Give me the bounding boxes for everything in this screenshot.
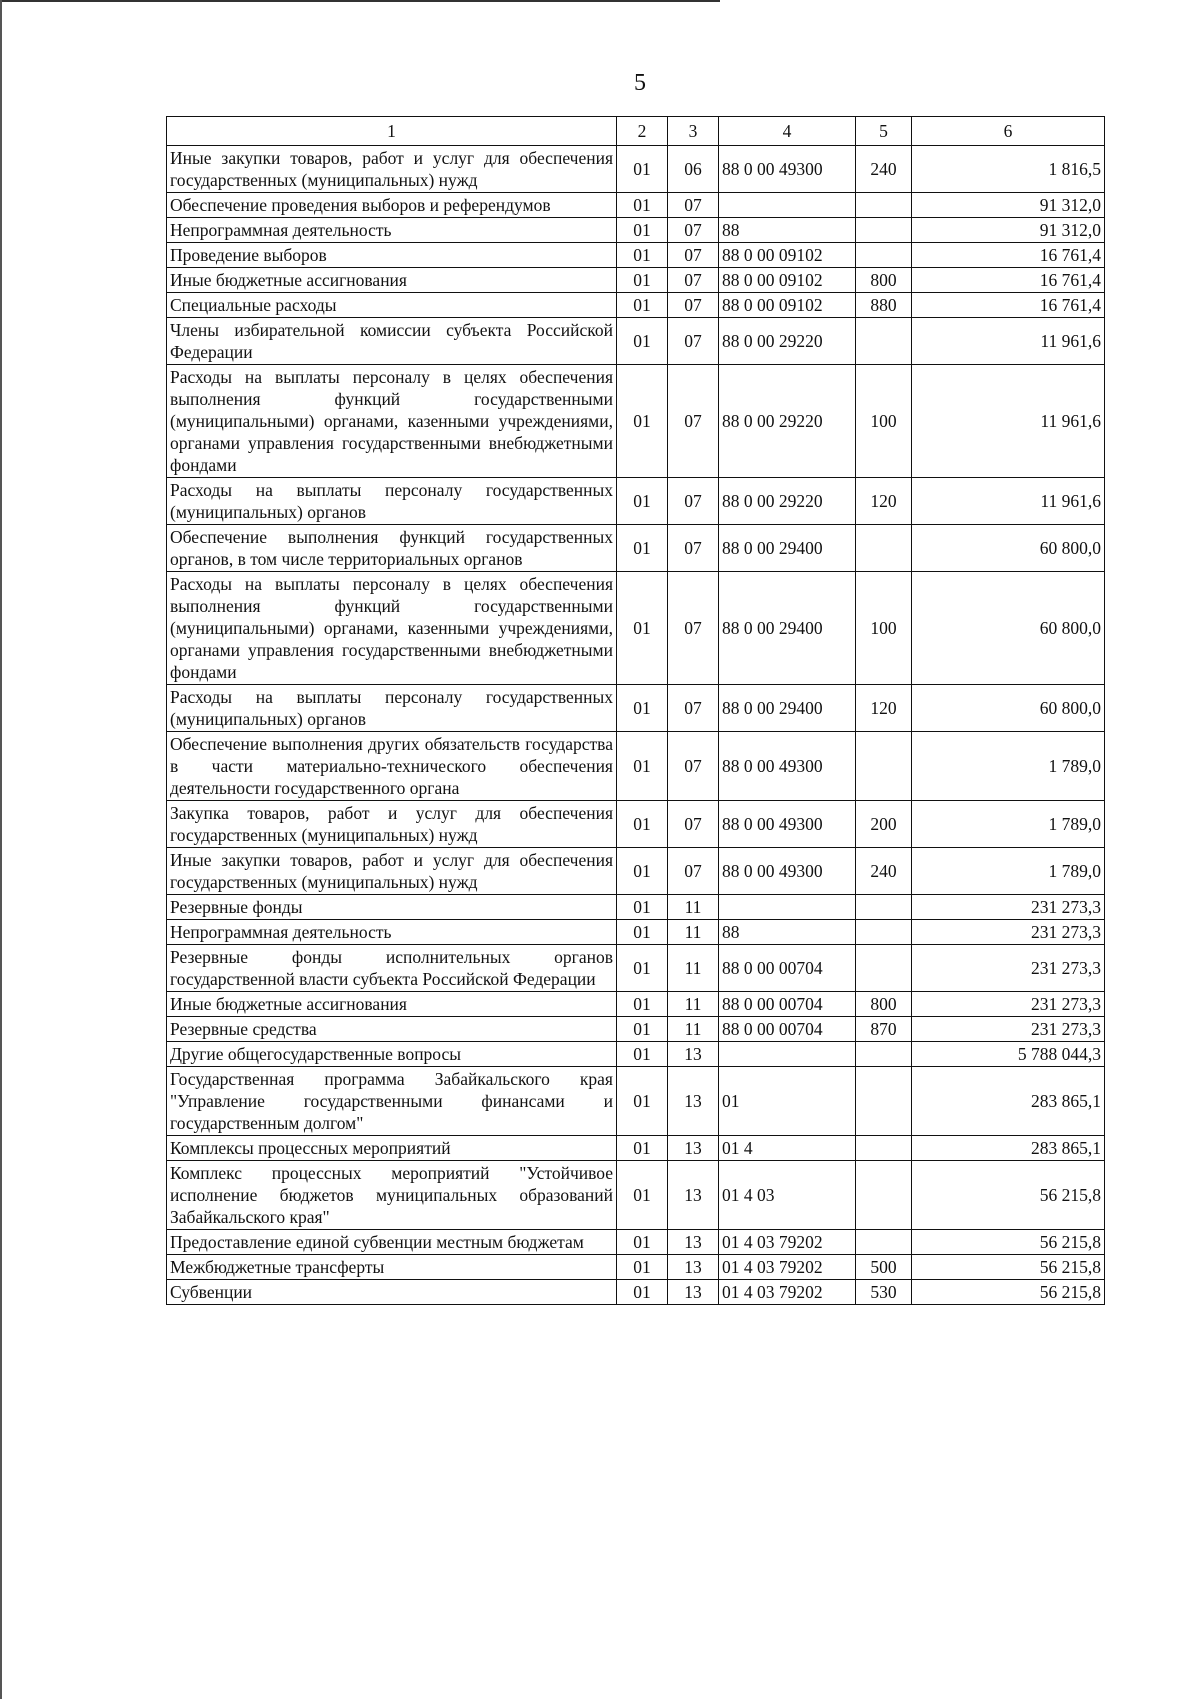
cell-name: Обеспечение проведения выборов и референдумов (167, 193, 617, 218)
cell-amount: 91 312,0 (912, 218, 1105, 243)
table-row (167, 365, 1105, 478)
cell-amount: 231 273,3 (912, 992, 1105, 1017)
table-row (167, 268, 1105, 293)
cell-section: 01 (617, 318, 668, 365)
table-row (167, 243, 1105, 268)
cell-target-article (719, 1042, 856, 1067)
table-row (167, 1017, 1105, 1042)
cell-section: 01 (617, 1161, 668, 1230)
cell-name: Иные закупки товаров, работ и услуг для обеспечения государственных (муниципальных) нужд (167, 848, 617, 895)
scan-edge-left (0, 0, 2, 1699)
cell-section: 01 (617, 1067, 668, 1136)
cell-subsection: 07 (668, 193, 719, 218)
cell-section: 01 (617, 1230, 668, 1255)
table-row (167, 146, 1105, 193)
cell-subsection: 07 (668, 365, 719, 478)
cell-target-article: 88 0 00 09102 (719, 243, 856, 268)
cell-target-article: 88 0 00 49300 (719, 801, 856, 848)
cell-expense-type: 880 (856, 293, 912, 318)
cell-target-article: 88 0 00 09102 (719, 293, 856, 318)
cell-expense-type (856, 732, 912, 801)
cell-expense-type (856, 945, 912, 992)
cell-target-article: 88 0 00 29400 (719, 525, 856, 572)
table-row (167, 525, 1105, 572)
cell-section: 01 (617, 945, 668, 992)
cell-expense-type (856, 1042, 912, 1067)
cell-subsection: 07 (668, 685, 719, 732)
cell-section: 01 (617, 685, 668, 732)
cell-subsection: 11 (668, 1017, 719, 1042)
cell-target-article (719, 895, 856, 920)
cell-amount: 1 789,0 (912, 848, 1105, 895)
cell-target-article: 01 4 (719, 1136, 856, 1161)
cell-name: Межбюджетные трансферты (167, 1255, 617, 1280)
cell-subsection: 07 (668, 525, 719, 572)
cell-target-article: 88 0 00 00704 (719, 1017, 856, 1042)
table-row (167, 318, 1105, 365)
cell-expense-type (856, 1230, 912, 1255)
cell-amount: 231 273,3 (912, 945, 1105, 992)
table-row (167, 992, 1105, 1017)
cell-name: Проведение выборов (167, 243, 617, 268)
cell-section: 01 (617, 895, 668, 920)
cell-target-article: 01 4 03 79202 (719, 1230, 856, 1255)
table-row (167, 732, 1105, 801)
cell-expense-type: 100 (856, 365, 912, 478)
page-number: 5 (634, 70, 646, 96)
cell-subsection: 13 (668, 1230, 719, 1255)
cell-expense-type (856, 193, 912, 218)
cell-name: Комплексы процессных мероприятий (167, 1136, 617, 1161)
cell-subsection: 13 (668, 1161, 719, 1230)
table-header (167, 117, 1105, 146)
cell-section: 01 (617, 365, 668, 478)
scan-edge-top (0, 0, 720, 2)
cell-subsection: 13 (668, 1255, 719, 1280)
cell-subsection: 07 (668, 293, 719, 318)
header-col-4: 4 (719, 117, 856, 146)
table-row (167, 1230, 1105, 1255)
cell-amount: 60 800,0 (912, 572, 1105, 685)
cell-name: Резервные средства (167, 1017, 617, 1042)
cell-expense-type (856, 218, 912, 243)
cell-subsection: 11 (668, 895, 719, 920)
cell-subsection: 07 (668, 848, 719, 895)
table-row (167, 572, 1105, 685)
cell-subsection: 11 (668, 992, 719, 1017)
cell-amount: 56 215,8 (912, 1230, 1105, 1255)
cell-expense-type: 500 (856, 1255, 912, 1280)
cell-name: Закупка товаров, работ и услуг для обеспечения государственных (муниципальных) нужд (167, 801, 617, 848)
cell-amount: 60 800,0 (912, 525, 1105, 572)
cell-section: 01 (617, 243, 668, 268)
cell-name: Члены избирательной комиссии субъекта Российской Федерации (167, 318, 617, 365)
cell-name: Расходы на выплаты персоналу в целях обеспечения выполнения функций государственными (муниципальными) органами, казенными учреждениями, органами управления государственными внебюджетными фондами (167, 365, 617, 478)
cell-target-article: 88 (719, 920, 856, 945)
cell-expense-type: 240 (856, 146, 912, 193)
cell-subsection: 07 (668, 243, 719, 268)
cell-section: 01 (617, 920, 668, 945)
table-row (167, 848, 1105, 895)
header-col-5: 5 (856, 117, 912, 146)
cell-subsection: 07 (668, 268, 719, 293)
cell-target-article: 88 0 00 29220 (719, 478, 856, 525)
cell-expense-type (856, 1161, 912, 1230)
cell-amount: 16 761,4 (912, 268, 1105, 293)
cell-name: Расходы на выплаты персоналу государственных (муниципальных) органов (167, 685, 617, 732)
table-row (167, 1136, 1105, 1161)
cell-target-article: 88 0 00 09102 (719, 268, 856, 293)
cell-subsection: 07 (668, 218, 719, 243)
table-row (167, 1042, 1105, 1067)
cell-target-article: 88 0 00 29220 (719, 365, 856, 478)
cell-amount: 11 961,6 (912, 365, 1105, 478)
cell-expense-type: 800 (856, 268, 912, 293)
cell-amount: 11 961,6 (912, 318, 1105, 365)
cell-section: 01 (617, 1136, 668, 1161)
table-row (167, 801, 1105, 848)
cell-subsection: 13 (668, 1042, 719, 1067)
cell-section: 01 (617, 1042, 668, 1067)
cell-amount: 5 788 044,3 (912, 1042, 1105, 1067)
cell-expense-type: 200 (856, 801, 912, 848)
cell-name: Предоставление единой субвенции местным бюджетам (167, 1230, 617, 1255)
cell-section: 01 (617, 268, 668, 293)
cell-name: Непрограммная деятельность (167, 218, 617, 243)
cell-expense-type: 240 (856, 848, 912, 895)
cell-section: 01 (617, 732, 668, 801)
cell-target-article: 88 0 00 49300 (719, 848, 856, 895)
cell-section: 01 (617, 218, 668, 243)
cell-section: 01 (617, 293, 668, 318)
cell-target-article (719, 193, 856, 218)
cell-section: 01 (617, 1017, 668, 1042)
cell-name: Иные бюджетные ассигнования (167, 268, 617, 293)
cell-section: 01 (617, 478, 668, 525)
table-row (167, 945, 1105, 992)
budget-table (166, 116, 1105, 1305)
cell-amount: 56 215,8 (912, 1255, 1105, 1280)
cell-amount: 231 273,3 (912, 920, 1105, 945)
cell-expense-type: 120 (856, 478, 912, 525)
cell-target-article: 01 4 03 79202 (719, 1280, 856, 1305)
cell-name: Субвенции (167, 1280, 617, 1305)
cell-name: Резервные фонды исполнительных органов государственной власти субъекта Российской Федерации (167, 945, 617, 992)
cell-name: Расходы на выплаты персоналу в целях обеспечения выполнения функций государственными (муниципальными) органами, казенными учреждениями, органами управления государственными внебюджетными фондами (167, 572, 617, 685)
cell-amount: 1 789,0 (912, 801, 1105, 848)
cell-amount: 16 761,4 (912, 243, 1105, 268)
cell-section: 01 (617, 572, 668, 685)
cell-expense-type (856, 525, 912, 572)
cell-target-article: 88 0 00 00704 (719, 945, 856, 992)
cell-expense-type (856, 895, 912, 920)
cell-subsection: 11 (668, 945, 719, 992)
cell-target-article: 88 (719, 218, 856, 243)
cell-section: 01 (617, 1280, 668, 1305)
cell-amount: 16 761,4 (912, 293, 1105, 318)
cell-expense-type (856, 243, 912, 268)
cell-name: Непрограммная деятельность (167, 920, 617, 945)
cell-name: Иные бюджетные ассигнования (167, 992, 617, 1017)
cell-section: 01 (617, 1255, 668, 1280)
cell-amount: 91 312,0 (912, 193, 1105, 218)
cell-target-article: 01 4 03 (719, 1161, 856, 1230)
cell-expense-type: 120 (856, 685, 912, 732)
cell-section: 01 (617, 848, 668, 895)
cell-subsection: 07 (668, 732, 719, 801)
cell-subsection: 07 (668, 478, 719, 525)
cell-amount: 56 215,8 (912, 1161, 1105, 1230)
cell-section: 01 (617, 193, 668, 218)
cell-target-article: 88 0 00 29400 (719, 572, 856, 685)
cell-section: 01 (617, 146, 668, 193)
cell-expense-type (856, 920, 912, 945)
cell-amount: 11 961,6 (912, 478, 1105, 525)
cell-amount: 283 865,1 (912, 1136, 1105, 1161)
cell-amount: 56 215,8 (912, 1280, 1105, 1305)
cell-target-article: 88 0 00 49300 (719, 732, 856, 801)
cell-name: Иные закупки товаров, работ и услуг для обеспечения государственных (муниципальных) нужд (167, 146, 617, 193)
cell-name: Другие общегосударственные вопросы (167, 1042, 617, 1067)
cell-name: Расходы на выплаты персоналу государственных (муниципальных) органов (167, 478, 617, 525)
cell-target-article: 88 0 00 29400 (719, 685, 856, 732)
cell-amount: 231 273,3 (912, 895, 1105, 920)
table-row (167, 218, 1105, 243)
header-row (167, 117, 1105, 146)
cell-expense-type: 530 (856, 1280, 912, 1305)
table-row (167, 895, 1105, 920)
table-row (167, 920, 1105, 945)
header-col-1: 1 (167, 117, 617, 146)
cell-name: Государственная программа Забайкальского края "Управление государственными финансами и государственным долгом" (167, 1067, 617, 1136)
cell-name: Специальные расходы (167, 293, 617, 318)
cell-amount: 283 865,1 (912, 1067, 1105, 1136)
cell-section: 01 (617, 525, 668, 572)
table-row (167, 478, 1105, 525)
cell-target-article: 88 0 00 00704 (719, 992, 856, 1017)
table-row (167, 193, 1105, 218)
cell-amount: 1 789,0 (912, 732, 1105, 801)
header-col-6: 6 (912, 117, 1105, 146)
cell-subsection: 13 (668, 1136, 719, 1161)
cell-amount: 231 273,3 (912, 1017, 1105, 1042)
cell-subsection: 07 (668, 572, 719, 685)
cell-name: Обеспечение выполнения других обязательств государства в части материально-технического обеспечения деятельности государственного органа (167, 732, 617, 801)
cell-subsection: 11 (668, 920, 719, 945)
cell-section: 01 (617, 801, 668, 848)
cell-subsection: 07 (668, 801, 719, 848)
header-col-2: 2 (617, 117, 668, 146)
cell-subsection: 07 (668, 318, 719, 365)
cell-expense-type (856, 1136, 912, 1161)
cell-target-article: 88 0 00 29220 (719, 318, 856, 365)
table-row (167, 293, 1105, 318)
cell-expense-type (856, 1067, 912, 1136)
cell-subsection: 13 (668, 1280, 719, 1305)
table-row (167, 1067, 1105, 1136)
cell-expense-type (856, 318, 912, 365)
cell-subsection: 13 (668, 1067, 719, 1136)
cell-name: Обеспечение выполнения функций государственных органов, в том числе территориальных органов (167, 525, 617, 572)
cell-section: 01 (617, 992, 668, 1017)
table-row (167, 1161, 1105, 1230)
cell-subsection: 06 (668, 146, 719, 193)
cell-amount: 1 816,5 (912, 146, 1105, 193)
cell-name: Комплекс процессных мероприятий "Устойчивое исполнение бюджетов муниципальных образований Забайкальского края" (167, 1161, 617, 1230)
table-row (167, 685, 1105, 732)
table-row (167, 1255, 1105, 1280)
cell-expense-type: 870 (856, 1017, 912, 1042)
cell-target-article: 01 (719, 1067, 856, 1136)
cell-amount: 60 800,0 (912, 685, 1105, 732)
cell-target-article: 88 0 00 49300 (719, 146, 856, 193)
cell-expense-type: 100 (856, 572, 912, 685)
table-row (167, 1280, 1105, 1305)
cell-target-article: 01 4 03 79202 (719, 1255, 856, 1280)
header-col-3: 3 (668, 117, 719, 146)
table-body (167, 146, 1105, 1305)
cell-expense-type: 800 (856, 992, 912, 1017)
cell-name: Резервные фонды (167, 895, 617, 920)
